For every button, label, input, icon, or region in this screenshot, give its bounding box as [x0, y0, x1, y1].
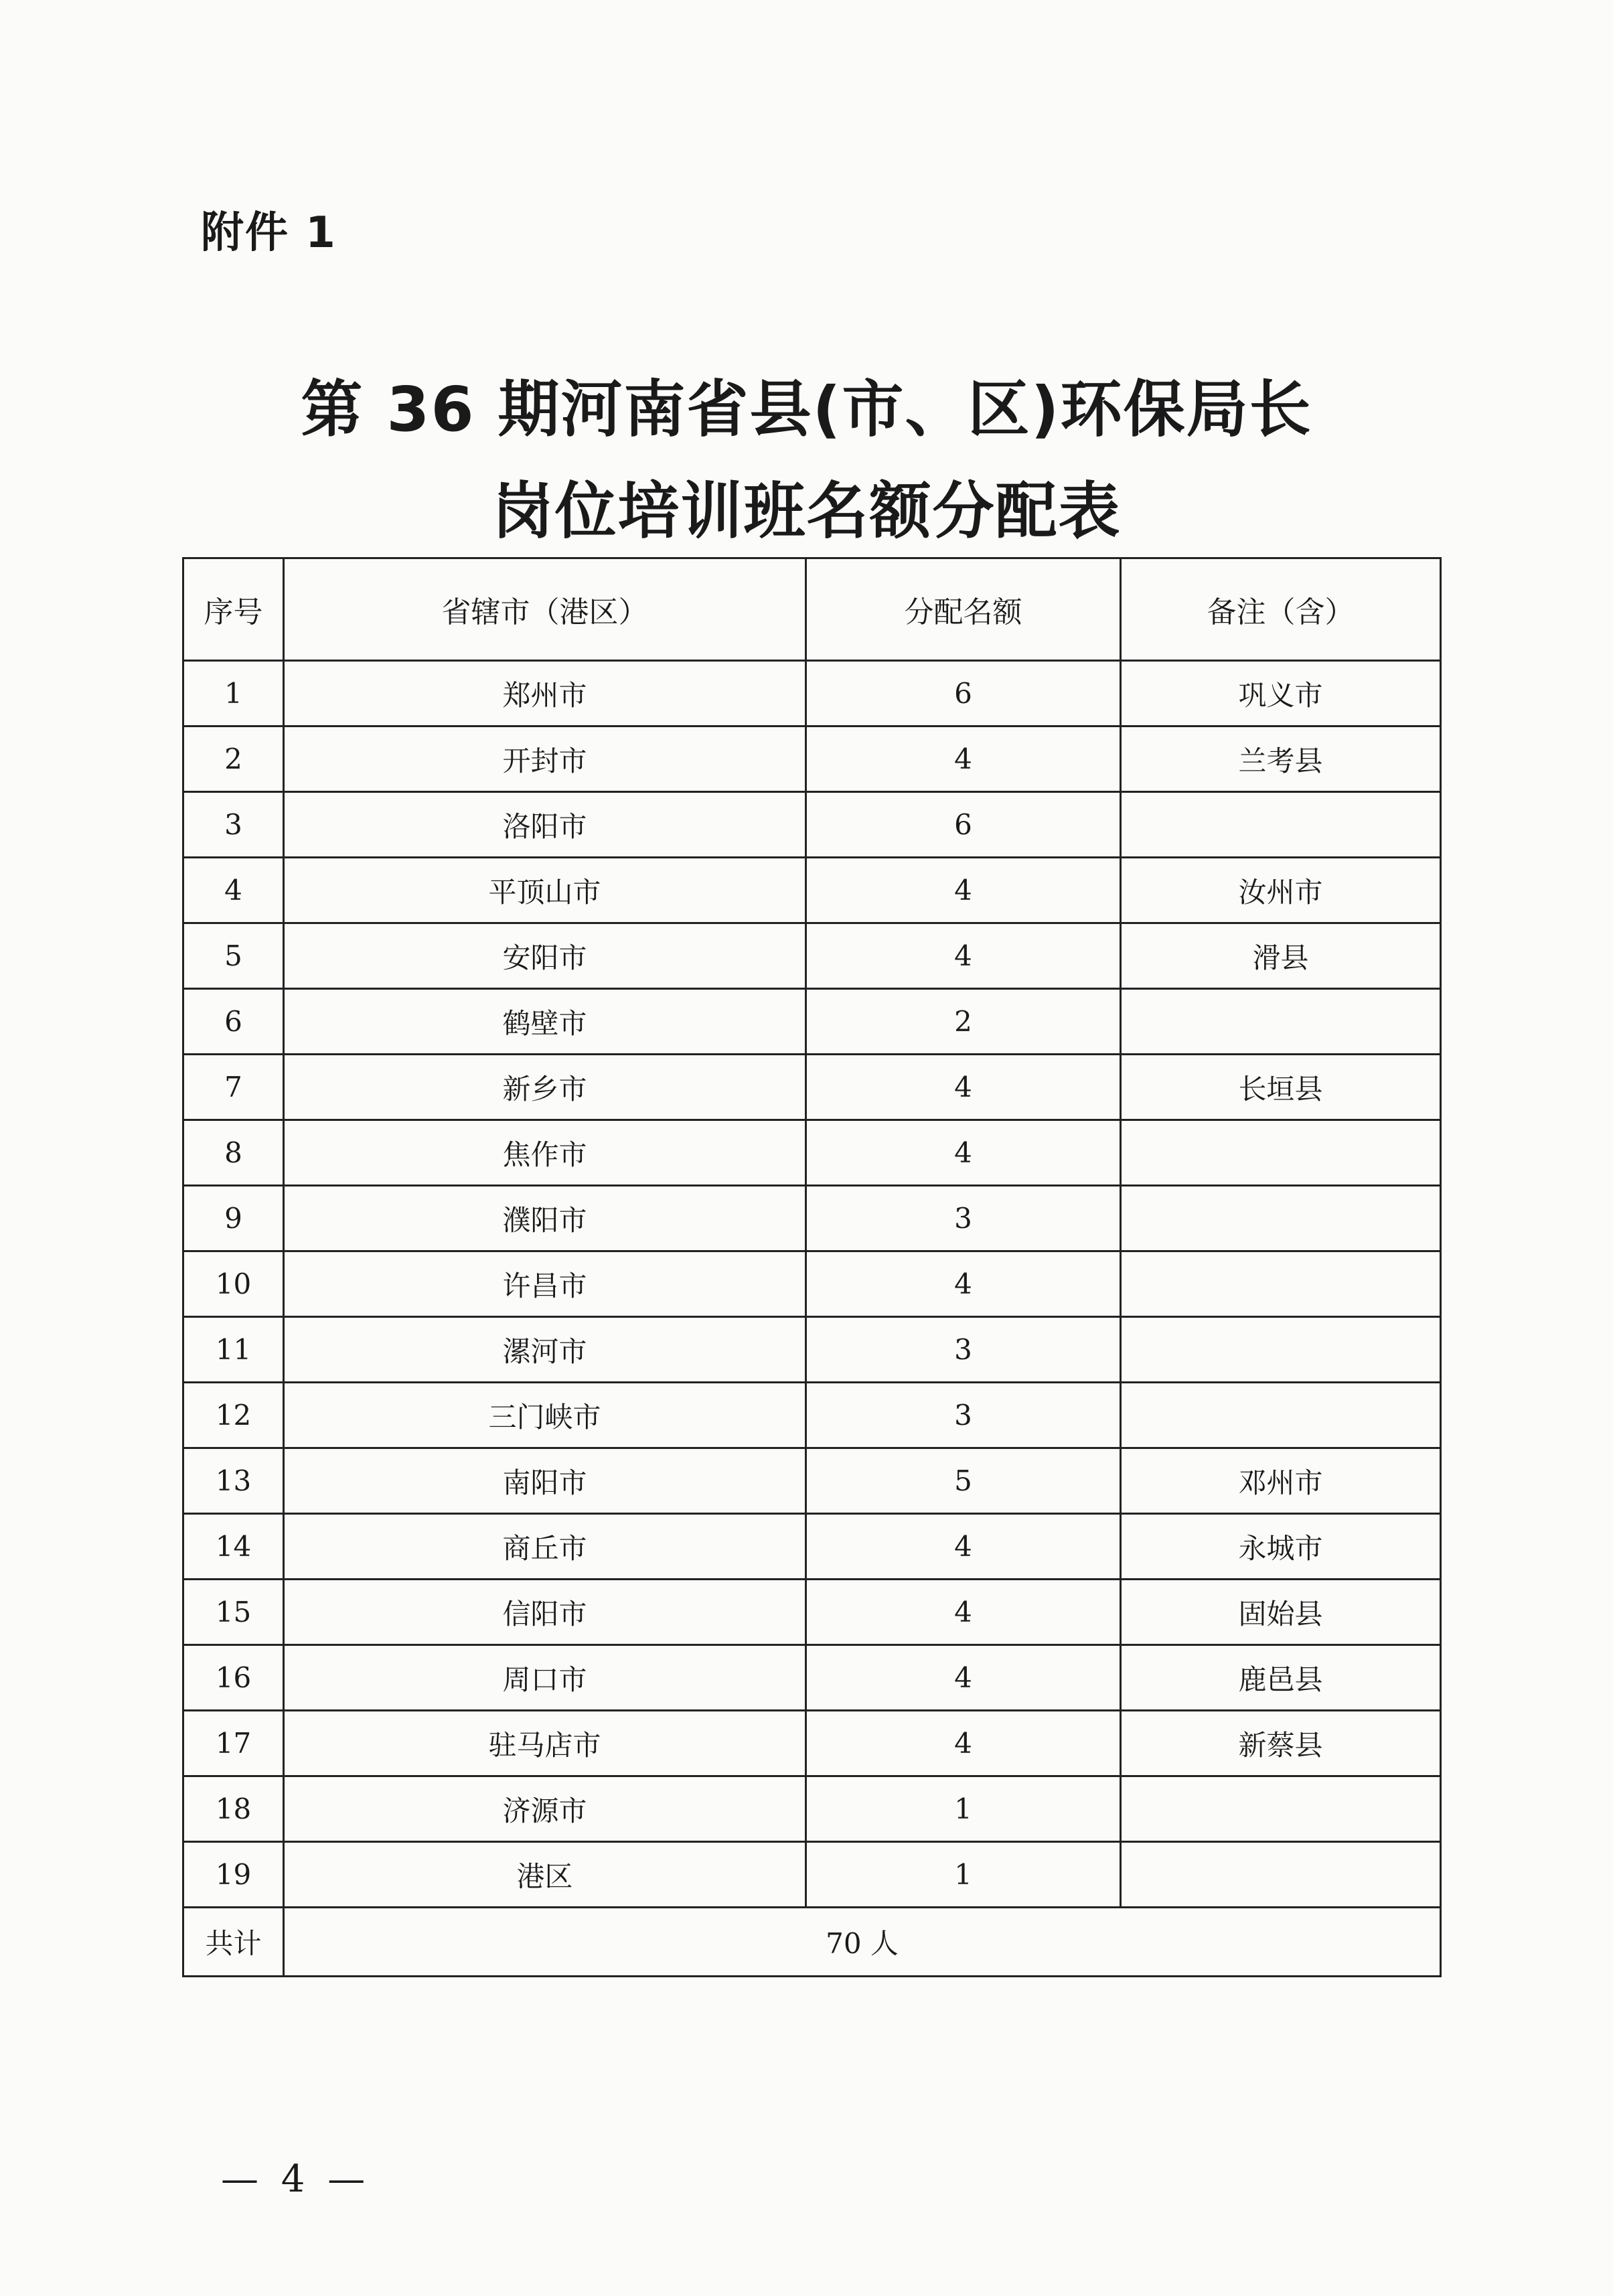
cell-note [1121, 1120, 1441, 1186]
cell-serial-number: 8 [183, 1120, 284, 1186]
table-row [183, 1251, 1441, 1317]
header-serial-number: 序号 [183, 558, 284, 661]
cell-quota: 1 [806, 1842, 1121, 1908]
cell-serial-number: 15 [183, 1580, 284, 1645]
cell-city: 郑州市 [284, 661, 806, 726]
cell-note [1121, 989, 1441, 1055]
cell-quota: 6 [806, 792, 1121, 858]
cell-note [1121, 1186, 1441, 1251]
header-city: 省辖市（港区） [284, 558, 806, 661]
cell-note [1121, 1251, 1441, 1317]
attachment-label: 附件 1 [201, 208, 337, 258]
cell-city: 三门峡市 [284, 1383, 806, 1448]
cell-quota: 3 [806, 1317, 1121, 1383]
header-note: 备注（含） [1121, 558, 1441, 661]
cell-city: 焦作市 [284, 1120, 806, 1186]
cell-serial-number: 5 [183, 923, 284, 989]
cell-quota: 4 [806, 726, 1121, 792]
cell-city: 商丘市 [284, 1514, 806, 1580]
cell-city: 洛阳市 [284, 792, 806, 858]
table-header-row [183, 558, 1441, 661]
table-row [183, 1448, 1441, 1514]
cell-serial-number: 14 [183, 1514, 284, 1580]
page-number: — 4 — [221, 2157, 371, 2201]
cell-quota: 4 [806, 1711, 1121, 1776]
cell-city: 港区 [284, 1842, 806, 1908]
cell-city: 信阳市 [284, 1580, 806, 1645]
cell-serial-number: 4 [183, 858, 284, 923]
cell-city: 鹤壁市 [284, 989, 806, 1055]
table-row [183, 1383, 1441, 1448]
cell-quota: 4 [806, 1055, 1121, 1120]
cell-note: 邓州市 [1121, 1448, 1441, 1514]
table-row [183, 1514, 1441, 1580]
total-row [183, 1908, 1441, 1977]
table-row [183, 1120, 1441, 1186]
cell-serial-number: 3 [183, 792, 284, 858]
table-row [183, 726, 1441, 792]
cell-serial-number: 2 [183, 726, 284, 792]
table-row [183, 1055, 1441, 1120]
cell-note: 固始县 [1121, 1580, 1441, 1645]
cell-quota: 4 [806, 923, 1121, 989]
cell-note: 兰考县 [1121, 726, 1441, 792]
table-row [183, 661, 1441, 726]
table-row [183, 989, 1441, 1055]
cell-serial-number: 11 [183, 1317, 284, 1383]
table-body [183, 661, 1441, 1908]
document-title-line-2: 岗位培训班名额分配表 [491, 475, 1122, 547]
table-row [183, 792, 1441, 858]
table-row [183, 1842, 1441, 1908]
cell-serial-number: 17 [183, 1711, 284, 1776]
cell-note: 巩义市 [1121, 661, 1441, 726]
quota-allocation-table [182, 557, 1442, 1977]
cell-serial-number: 19 [183, 1842, 284, 1908]
cell-city: 周口市 [284, 1645, 806, 1711]
cell-quota: 4 [806, 858, 1121, 923]
cell-note: 长垣县 [1121, 1055, 1441, 1120]
cell-serial-number: 6 [183, 989, 284, 1055]
cell-serial-number: 7 [183, 1055, 284, 1120]
cell-serial-number: 13 [183, 1448, 284, 1514]
table-row [183, 1580, 1441, 1645]
table-row [183, 858, 1441, 923]
cell-serial-number: 16 [183, 1645, 284, 1711]
cell-note: 永城市 [1121, 1514, 1441, 1580]
cell-note: 鹿邑县 [1121, 1645, 1441, 1711]
cell-quota: 4 [806, 1251, 1121, 1317]
cell-note [1121, 1842, 1441, 1908]
total-value: 70 人 [284, 1908, 1441, 1977]
cell-serial-number: 1 [183, 661, 284, 726]
table-row [183, 1645, 1441, 1711]
table-row [183, 1317, 1441, 1383]
table-row [183, 923, 1441, 989]
cell-city: 濮阳市 [284, 1186, 806, 1251]
cell-city: 济源市 [284, 1776, 806, 1842]
table-row [183, 1711, 1441, 1776]
cell-serial-number: 12 [183, 1383, 284, 1448]
cell-quota: 6 [806, 661, 1121, 726]
document-title-line-1: 第 36 期河南省县(市、区)环保局长 [301, 374, 1312, 445]
cell-note [1121, 1383, 1441, 1448]
table-row [183, 1776, 1441, 1842]
cell-quota: 4 [806, 1514, 1121, 1580]
cell-quota: 5 [806, 1448, 1121, 1514]
cell-quota: 3 [806, 1186, 1121, 1251]
header-quota: 分配名额 [806, 558, 1121, 661]
cell-quota: 1 [806, 1776, 1121, 1842]
table-row [183, 1186, 1441, 1251]
cell-quota: 3 [806, 1383, 1121, 1448]
cell-city: 新乡市 [284, 1055, 806, 1120]
cell-note [1121, 1776, 1441, 1842]
cell-serial-number: 10 [183, 1251, 284, 1317]
cell-serial-number: 18 [183, 1776, 284, 1842]
cell-note: 新蔡县 [1121, 1711, 1441, 1776]
cell-city: 安阳市 [284, 923, 806, 989]
cell-city: 驻马店市 [284, 1711, 806, 1776]
cell-city: 开封市 [284, 726, 806, 792]
cell-serial-number: 9 [183, 1186, 284, 1251]
cell-quota: 4 [806, 1580, 1121, 1645]
cell-note [1121, 792, 1441, 858]
cell-quota: 2 [806, 989, 1121, 1055]
total-label: 共计 [183, 1908, 284, 1977]
cell-city: 漯河市 [284, 1317, 806, 1383]
cell-note: 滑县 [1121, 923, 1441, 989]
cell-note: 汝州市 [1121, 858, 1441, 923]
cell-quota: 4 [806, 1120, 1121, 1186]
cell-city: 许昌市 [284, 1251, 806, 1317]
cell-note [1121, 1317, 1441, 1383]
cell-city: 南阳市 [284, 1448, 806, 1514]
cell-city: 平顶山市 [284, 858, 806, 923]
cell-quota: 4 [806, 1645, 1121, 1711]
